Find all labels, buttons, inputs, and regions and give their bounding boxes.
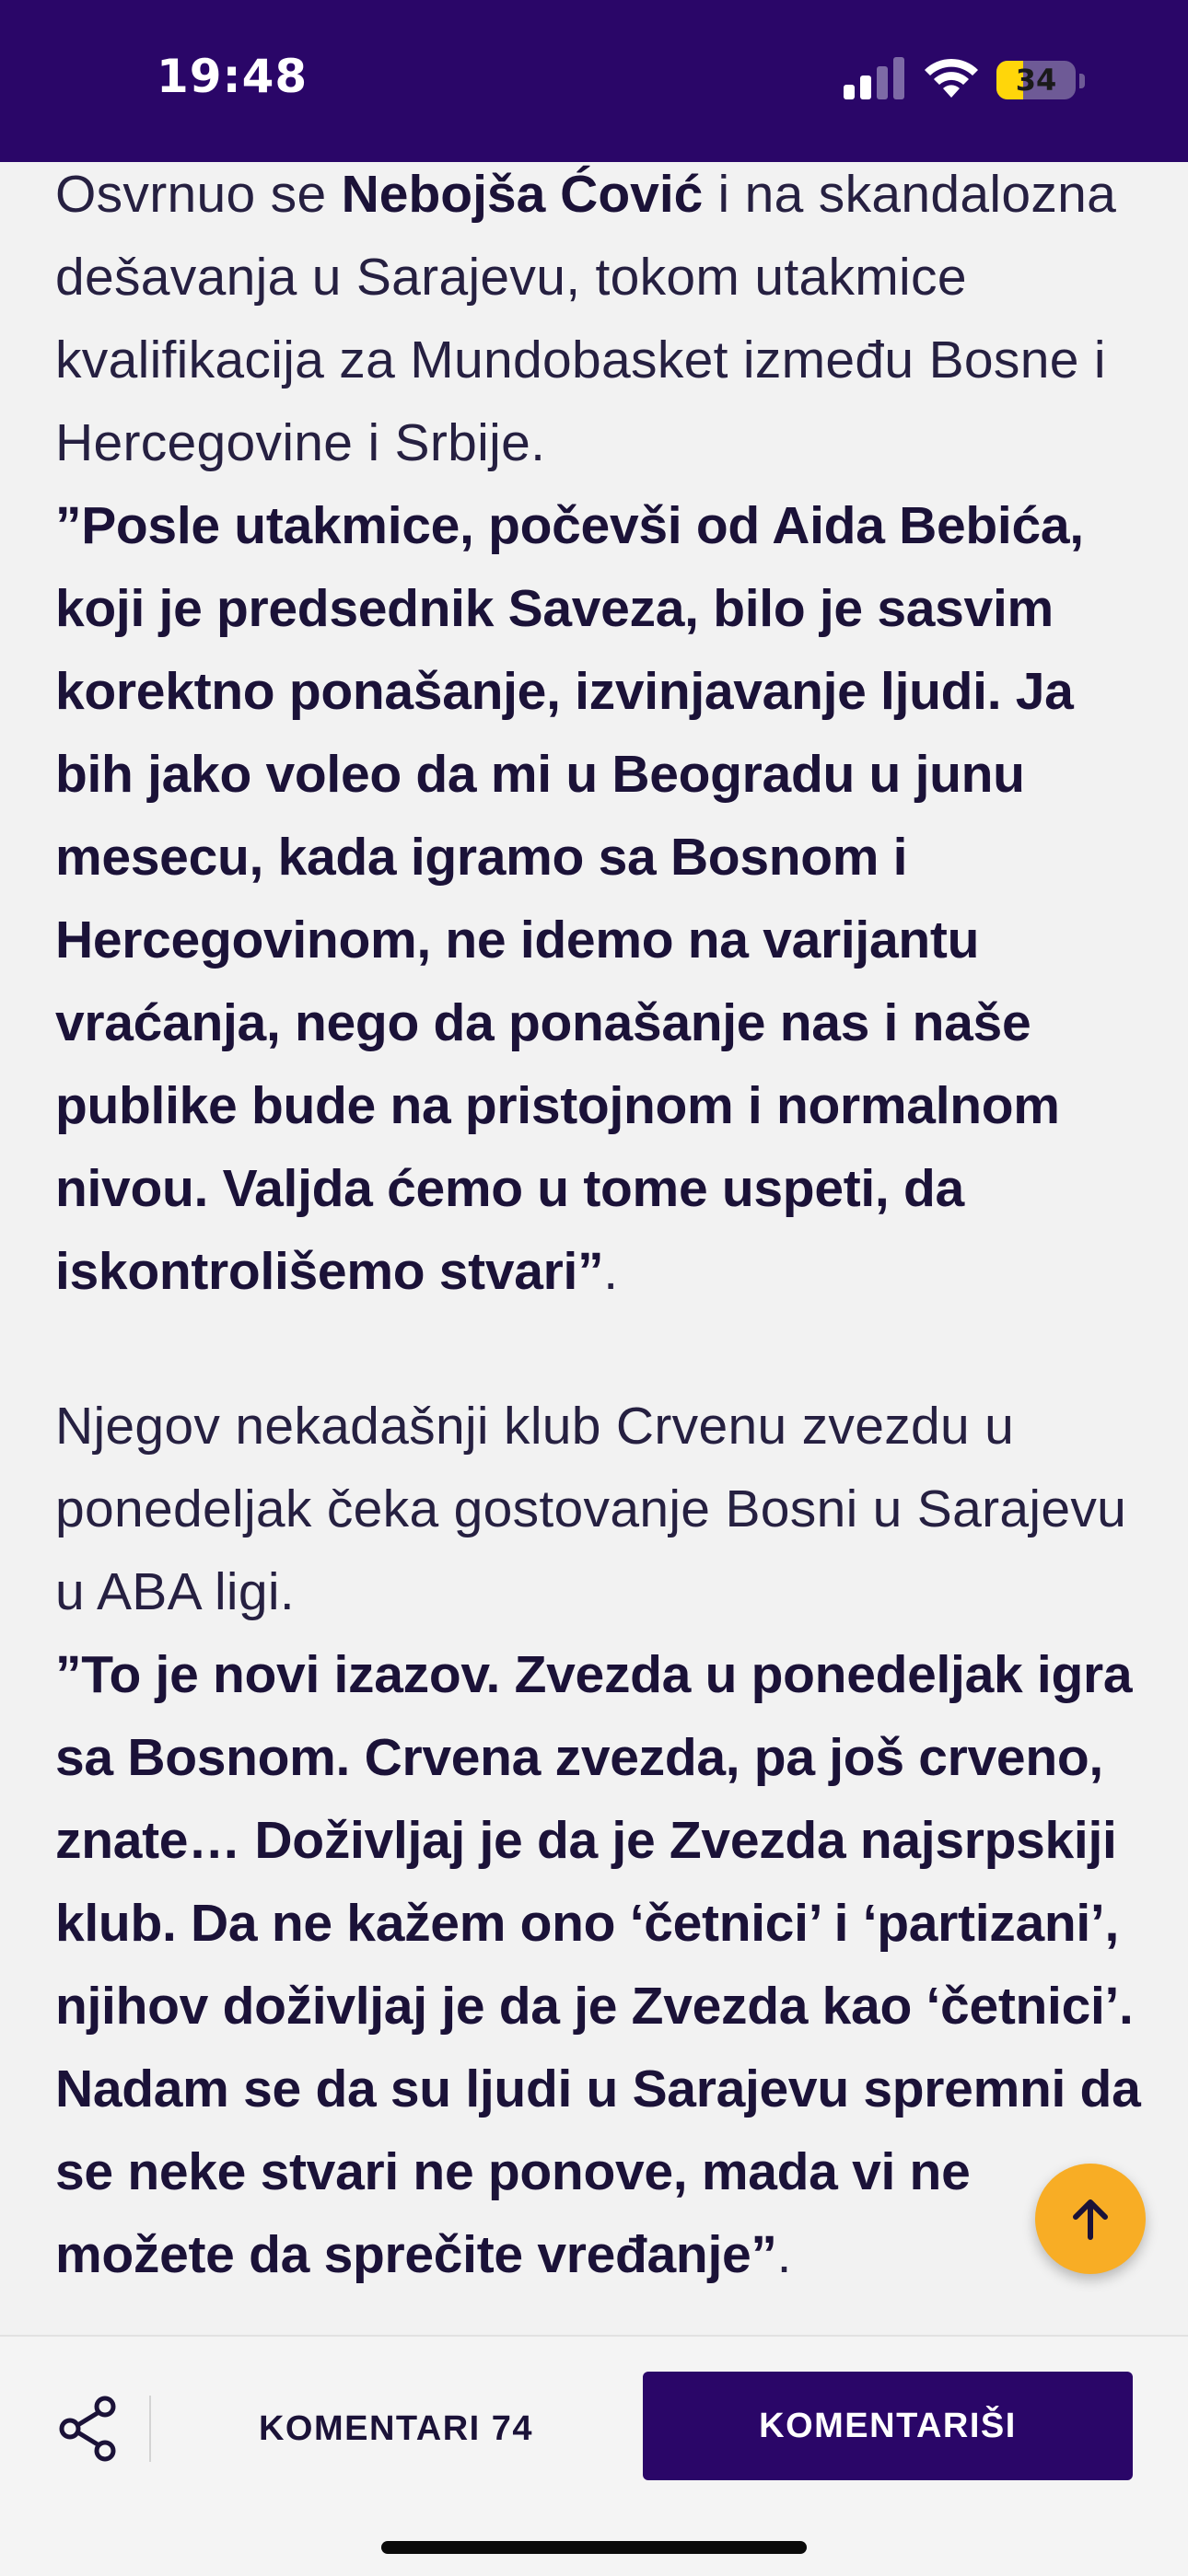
battery-cap — [1079, 74, 1085, 88]
article-body — [55, 153, 1142, 2368]
comments-link[interactable]: KOMENTARI 74 — [258, 2409, 534, 2448]
article-paragraph-1 — [55, 153, 1142, 1313]
article-paragraph-2 — [55, 1385, 1142, 2296]
share-button[interactable] — [57, 2392, 120, 2466]
comment-button-label: KOMENTARIŠI — [759, 2406, 1017, 2445]
status-bar — [0, 0, 1188, 162]
arrow-up-icon — [1065, 2193, 1116, 2245]
quote-text: ”Posle utakmice, počevši od Aida Bebića, koji je predsednik Saveza, bilo je sasvim korektno ponašanje, izvinjavanje ljudi. Ja bih jako voleo da mi u Beogradu u junu mesecu, kada igramo sa Bosnom i Hercegovinom, ne idemo na varijantu vraćanja, nego da ponašanje nas i naše publike bude na pristojnom i normalnom nivou. Valjda ćemo u tome uspeti, da iskontrolišemo stvari” — [55, 496, 1084, 1301]
paragraph-intro-text: Njegov nekadašnji klub Crvenu zvezdu u ponedeljak čeka gostovanje Bosni u Sarajevu u ABA ligi. — [55, 1397, 1127, 1621]
scroll-to-top-button[interactable] — [1035, 2164, 1146, 2274]
battery-icon — [996, 61, 1076, 99]
divider — [149, 2396, 151, 2462]
paragraph-intro-text: i na skandalozna dešavanja u Sarajevu, tokom utakmice kvalifikacija za Mundobasket između Bosne i Hercegovine i Srbije. — [55, 165, 1117, 472]
comment-button[interactable] — [643, 2372, 1133, 2480]
paragraph-intro-text: Osvrnuo se — [55, 165, 342, 224]
wifi-icon — [923, 55, 980, 99]
person-name: Nebojša Ćović — [341, 165, 704, 224]
quote-text: ”To je novi izazov. Zvezda u ponedeljak igra sa Bosnom. Crvena zvezda, pa još crveno, znate… Doživljaj je da je Zvezda najsrpskiji klub. Da ne kažem ono ‘četnici’ i ‘partizani’, njihov doživljaj je da je Zvezda kao ‘četnici’. Nadam se da su ljudi u Sarajevu spremni da se neke stvari ne ponove, mada vi ne možete da sprečite vređanje” — [55, 1645, 1141, 2284]
quote-end-punctuation: . — [603, 1242, 619, 1301]
battery-level: 34 — [1015, 63, 1057, 98]
quote-end-punctuation: . — [776, 2225, 792, 2284]
bottom-action-bar — [0, 2335, 1188, 2576]
home-indicator[interactable] — [381, 2541, 807, 2554]
cellular-signal-icon — [842, 57, 906, 99]
share-icon — [57, 2392, 120, 2466]
status-time: 19:48 — [157, 50, 309, 103]
